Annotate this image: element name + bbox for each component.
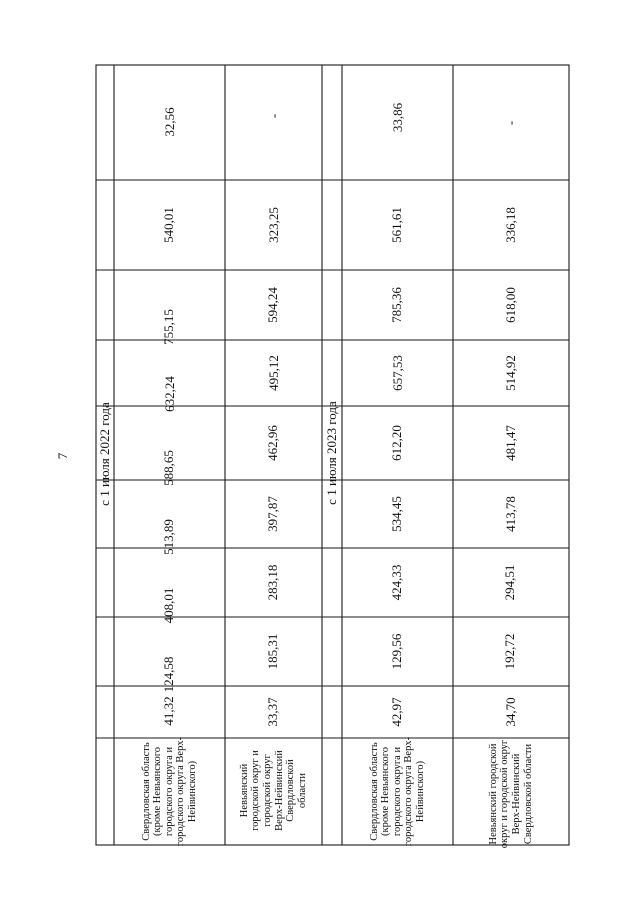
table-cell: 657,53 bbox=[389, 355, 405, 391]
table-cell: - bbox=[502, 120, 518, 126]
table-cell: 129,56 bbox=[389, 633, 405, 670]
table-cell: 481,47 bbox=[502, 425, 518, 461]
region-label: Свердловская область (кроме Невьянского городского округа и городского округа Верх-Нейвинского) bbox=[368, 736, 426, 847]
table-cell: 32,56 bbox=[161, 107, 177, 137]
table-cell: 462,96 bbox=[264, 425, 280, 461]
table-cell: 192,72 bbox=[502, 633, 518, 670]
period-header: с 1 июля 2022 года bbox=[96, 402, 112, 506]
table-cell: 283,18 bbox=[265, 564, 281, 601]
table-cell: 514,92 bbox=[502, 355, 518, 391]
table-cell: 755,15 bbox=[160, 309, 176, 345]
table-cell: 185,31 bbox=[265, 633, 281, 670]
table-cell: 294,51 bbox=[502, 564, 518, 601]
table-cell: 336,18 bbox=[502, 207, 518, 243]
table-cell: 34,70 bbox=[502, 697, 518, 727]
table-cell: 41,32 bbox=[160, 696, 176, 726]
table-cell: 413,78 bbox=[502, 496, 518, 532]
table-cell: 124,58 bbox=[161, 656, 177, 693]
page-number: 7 bbox=[55, 452, 70, 460]
table-cell: 632,24 bbox=[161, 376, 177, 412]
table-cell: 408,01 bbox=[161, 587, 177, 624]
table-cell: 495,12 bbox=[265, 355, 281, 391]
table-cell: 594,24 bbox=[264, 287, 280, 323]
table-cell: 612,20 bbox=[388, 425, 404, 461]
table-cell: 513,89 bbox=[160, 519, 176, 555]
table-cell: 561,61 bbox=[388, 207, 404, 243]
table-cell: 540,01 bbox=[160, 207, 176, 243]
table-cell: 323,25 bbox=[265, 207, 281, 243]
table-cell: 42,97 bbox=[388, 697, 404, 727]
table-cell: - bbox=[265, 113, 281, 119]
table-cell: 424,33 bbox=[389, 564, 405, 601]
table-cell: 534,45 bbox=[388, 496, 404, 532]
table-cell: 618,00 bbox=[502, 287, 518, 323]
table-cell: 785,36 bbox=[388, 287, 404, 323]
region-label: Свердловская область (кроме Невьянского городского округа и городского округа Верх-Нейвинского) bbox=[140, 736, 198, 847]
region-label: Невьянский городской округ и городской округ Верх-Нейвинский Свердловской области bbox=[238, 750, 308, 831]
region-label: Невьянский городской округ и городской округ Верх-Нейвинский Свердловской области bbox=[487, 739, 534, 849]
table-cell: 33,86 bbox=[390, 102, 406, 133]
period-header: с 1 июля 2023 года bbox=[323, 401, 339, 505]
table-cell: 33,37 bbox=[264, 697, 280, 727]
table-cell: 397,87 bbox=[264, 496, 280, 532]
table-cell: 588,65 bbox=[160, 450, 176, 486]
